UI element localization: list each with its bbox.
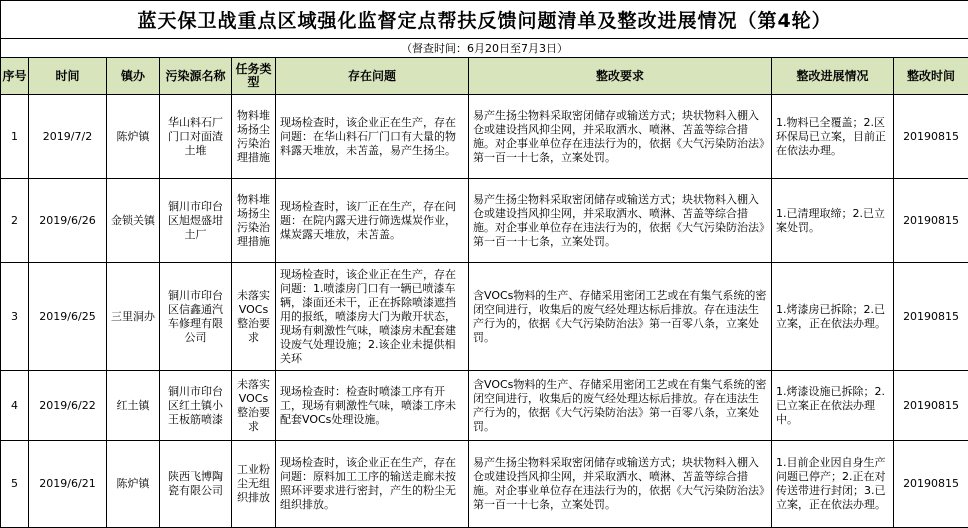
task-text: 未落实VOCs整治要求 — [232, 378, 275, 434]
cell-deadline[interactable]: 20190815 — [894, 263, 968, 371]
task-text: 工业粉尘无组织排放 — [232, 463, 275, 505]
cell-source[interactable] — [160, 179, 232, 263]
problem-text: 现场检查时，该企业正在生产，存在问题：1.喷漆房门口有一辆已喷漆车辆，漆面还未干，正在拆除喷漆遮挡用的报纸，喷漆房大门为敞开状态，现场有刺激性气味，喷漆房未配套建设废气处理设施；2.该企业未提供相关环 — [276, 268, 468, 366]
cell-task[interactable] — [232, 441, 276, 528]
cell-deadline[interactable]: 20190815 — [894, 179, 968, 263]
cell-seq[interactable]: 3 — [1, 263, 29, 371]
progress-text: 1.烤漆设施已拆除；2.已立案正在依法办理中。 — [772, 385, 893, 427]
header-requirement: 整改要求 — [469, 58, 772, 95]
cell-progress[interactable] — [772, 371, 894, 441]
cell-requirement[interactable] — [469, 441, 772, 528]
page-title: 蓝天保卫战重点区域强化监督定点帮扶反馈问题清单及整改进展情况（第4轮） — [1, 1, 968, 39]
inspection-period: （督查时间：6月20日至7月3日） — [1, 39, 968, 58]
cell-source[interactable] — [160, 263, 232, 371]
cell-time[interactable]: 2019/6/25 — [29, 263, 107, 371]
cell-seq[interactable]: 1 — [1, 95, 29, 179]
cell-requirement[interactable] — [469, 263, 772, 371]
cell-time[interactable]: 2019/7/2 — [29, 95, 107, 179]
problem-text: 现场检查时，该厂正在生产，存在问题：在院内露天进行筛选煤炭作业，煤炭露天堆放，未苫盖。 — [276, 200, 468, 242]
header-seq: 序号 — [1, 58, 29, 95]
task-text: 物料堆场扬尘污染治理措施 — [232, 109, 275, 165]
cell-source[interactable] — [160, 95, 232, 179]
cell-time[interactable]: 2019/6/22 — [29, 371, 107, 441]
problem-text: 现场检查时，该企业正在生产，存在问题：原料加工工序的输送走廊未按照环评要求进行密封，产生的粉尘无组织排放。 — [276, 456, 468, 512]
source-text: 华山料石厂门口对面渣土堆 — [160, 116, 231, 158]
header-row — [1, 58, 968, 95]
cell-source[interactable] — [160, 371, 232, 441]
requirement-text: 含VOCs物料的生产、存储采用密闭工艺或在有集气系统的密闭空间进行，收集后的废气经处理达标后排放。存在违法生产行为的，依据《大气污染防治法》第一百零八条，立案处罚。 — [469, 289, 771, 345]
table-row[interactable] — [1, 263, 968, 371]
cell-progress[interactable] — [772, 179, 894, 263]
cell-town[interactable]: 三里洞办 — [107, 263, 160, 371]
requirement-text: 易产生扬尘物料采取密闭储存或输送方式；块状物料入棚入仓或建设挡风抑尘网，并采取洒水、喷淋、苫盖等综合措施。对企事业单位存在违法行为的，依据《大气污染防治法》第一百一十七条，立案处罚。 — [469, 109, 771, 165]
cell-source[interactable] — [160, 441, 232, 528]
source-text: 铜川市印台区信鑫通汽车修理有限公司 — [160, 289, 231, 345]
header-source: 污染源名称 — [160, 58, 232, 95]
table-row[interactable] — [1, 441, 968, 528]
cell-seq[interactable]: 2 — [1, 179, 29, 263]
cell-town[interactable]: 陈炉镇 — [107, 95, 160, 179]
header-deadline: 整改时间 — [894, 58, 968, 95]
cell-deadline[interactable]: 20190815 — [894, 95, 968, 179]
source-text: 铜川市印台区红土镇小王板筋喷漆 — [160, 385, 231, 427]
header-problem: 存在问题 — [276, 58, 469, 95]
cell-task[interactable] — [232, 95, 276, 179]
cell-town[interactable]: 红土镇 — [107, 371, 160, 441]
cell-progress[interactable] — [772, 441, 894, 528]
requirement-text: 易产生扬尘物料采取密闭储存或输送方式；块状物料入棚入仓或建设挡风抑尘网，并采取洒水、喷淋、苫盖等综合措施。对企事业单位存在违法行为的，依据《大气污染防治法》第一百一十七条，立案处罚。 — [469, 193, 771, 249]
problem-text: 现场检查时，该企业正在生产，存在问题：在华山料石厂门口有大量的物料露天堆放，未苫盖，易产生扬尘。 — [276, 116, 468, 158]
header-time: 时间 — [29, 58, 107, 95]
cell-problem[interactable] — [276, 371, 469, 441]
cell-seq[interactable]: 4 — [1, 371, 29, 441]
header-progress: 整改进展情况 — [772, 58, 894, 95]
cell-progress[interactable] — [772, 95, 894, 179]
cell-problem[interactable] — [276, 95, 469, 179]
cell-task[interactable] — [232, 371, 276, 441]
source-text: 陕西飞博陶瓷有限公司 — [160, 470, 231, 498]
cell-problem[interactable] — [276, 179, 469, 263]
cell-town[interactable]: 金锁关镇 — [107, 179, 160, 263]
table-row[interactable] — [1, 179, 968, 263]
table-row[interactable] — [1, 371, 968, 441]
cell-problem[interactable] — [276, 441, 469, 528]
progress-text: 1.已清理取缔；2.已立案处罚。 — [772, 207, 893, 235]
header-task: 任务类型 — [232, 58, 276, 95]
progress-text: 1.物料已全覆盖；2.区环保局已立案，目前正在依法办理。 — [772, 116, 893, 158]
problem-text: 现场检查时：检查时喷漆工序有开工，现场有刺激性气味，喷漆工序未配套VOCs处理设施。 — [276, 385, 468, 427]
cell-time[interactable]: 2019/6/21 — [29, 441, 107, 528]
cell-task[interactable] — [232, 263, 276, 371]
cell-progress[interactable] — [772, 263, 894, 371]
cell-deadline[interactable]: 20190815 — [894, 371, 968, 441]
cell-requirement[interactable] — [469, 179, 772, 263]
cell-town[interactable]: 陈炉镇 — [107, 441, 160, 528]
requirement-text: 易产生扬尘物料采取密闭储存或输送方式；块状物料入棚入仓或建设挡风抑尘网，并采取洒水、喷淋、苫盖等综合措施。对企事业单位存在违法行为的，依据《大气污染防治法》第一百一十七条，立案处罚。 — [469, 456, 771, 512]
requirement-text: 含VOCs物料的生产、存储采用密闭工艺或在有集气系统的密闭空间进行，收集后的废气经处理达标后排放。存在违法生产行为的，依据《大气污染防治法》第一百零八条，立案处罚。 — [469, 378, 771, 434]
header-town: 镇办 — [107, 58, 160, 95]
task-text: 物料堆场扬尘污染治理措施 — [232, 193, 275, 249]
task-text: 未落实VOCs整治要求 — [232, 289, 275, 345]
cell-seq[interactable]: 5 — [1, 441, 29, 528]
progress-text: 1.烤漆房已拆除；2.已立案，正在依法办理。 — [772, 303, 893, 331]
cell-problem[interactable] — [276, 263, 469, 371]
progress-text: 1.目前企业因自身生产问题已停产；2.正在对传送带进行封闭；3.已立案，正在依法办理。 — [772, 456, 893, 512]
cell-task[interactable] — [232, 179, 276, 263]
cell-requirement[interactable] — [469, 95, 772, 179]
table-row[interactable] — [1, 95, 968, 179]
source-text: 铜川市印台区旭煜盛坩土厂 — [160, 200, 231, 242]
cell-time[interactable]: 2019/6/26 — [29, 179, 107, 263]
cell-requirement[interactable] — [469, 371, 772, 441]
cell-deadline[interactable]: 20190815 — [894, 441, 968, 528]
